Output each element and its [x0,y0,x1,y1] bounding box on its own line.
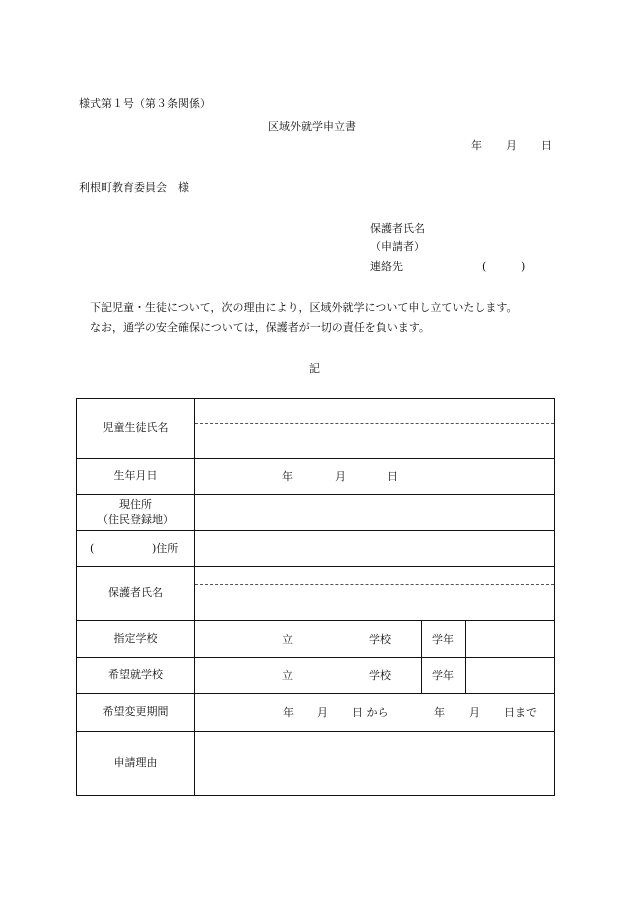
row-designated-school [77,621,554,658]
desired-ritsu: 立 [282,669,293,682]
desired-school-label-text: 希望就学校 [108,668,163,682]
period-month-end: 月 [469,706,480,719]
row-guardian-name [77,567,554,621]
designated-school-label-text: 指定学校 [113,631,158,645]
contact-paren-open: ( [482,260,487,273]
birth-date-label [77,459,195,494]
birth-day-label: 日 [387,470,398,483]
grade-divider-right [465,621,466,657]
desired-school-label [77,658,195,693]
change-period-label-text: 希望変更期間 [102,705,169,719]
date-month-label: 月 [506,139,517,152]
contact-paren-close: ) [521,260,526,273]
other-address-paren-open: ( [90,542,95,555]
guardian-name-cell-label [77,567,195,620]
row-reason [77,732,554,795]
designated-gakunen: 学年 [432,633,454,646]
row-desired-school [77,658,554,694]
desired-gakko: 学校 [369,669,391,682]
designated-ritsu: 立 [282,633,293,646]
birth-month-label: 月 [335,470,346,483]
row-other-address [77,531,554,567]
application-form-table [76,398,555,796]
desired-grade-divider-left [421,658,422,693]
form-number: 様式第１号（第３条関係） [79,97,211,110]
reason-field[interactable] [196,732,554,795]
period-year-end: 年 [434,706,445,719]
row-change-period [77,694,554,732]
grade-divider-left [421,621,422,657]
row-current-address [77,495,554,531]
student-name-label-text: 児童生徒氏名 [102,421,169,435]
date-day-label: 日 [541,139,552,152]
designated-gakko: 学校 [369,633,391,646]
birth-date-label-text: 生年月日 [113,469,158,483]
birth-year-label: 年 [282,470,293,483]
designated-school-label [77,621,195,657]
change-period-label [77,694,195,731]
statement-line-1: 下記児童・生徒について，次の理由により，区域外就学について申し立ていたします。 [90,301,518,314]
ki-heading: 記 [309,362,320,375]
period-day-end: 日まで [504,706,537,719]
current-address-field[interactable] [196,495,554,530]
other-address-label [77,531,195,566]
registered-address-note: （住民登録地） [97,512,174,526]
guardian-name-label: 保護者氏名 [370,222,425,235]
desired-gakunen: 学年 [432,669,454,682]
student-name-field[interactable] [196,424,554,458]
period-month-start: 月 [317,706,328,719]
current-address-label-text: 現住所 [119,497,152,511]
addressee: 利根町教育委員会 様 [79,181,189,194]
document-title: 区域外就学申立書 [268,120,356,133]
row-student-name [77,399,554,459]
reason-label [77,732,195,795]
other-address-field[interactable] [196,531,554,566]
desired-grade-divider-right [465,658,466,693]
row-birth-date [77,459,554,495]
contact-label: 連絡先 [370,260,403,273]
current-address-label [77,495,195,530]
guardian-name-cell-label-text: 保護者氏名 [108,586,163,600]
period-year-start: 年 [283,706,294,719]
statement-line-2: なお，通学の安全確保については，保護者が一切の責任を負います。 [90,321,430,334]
period-day-start: 日 から [352,706,389,719]
date-year-label: 年 [471,139,482,152]
student-name-label [77,399,195,458]
guardian-name-field[interactable] [196,585,554,620]
reason-label-text: 申請理由 [113,756,158,770]
other-address-suffix: )住所 [152,542,179,555]
applicant-note: （申請者） [370,240,425,253]
